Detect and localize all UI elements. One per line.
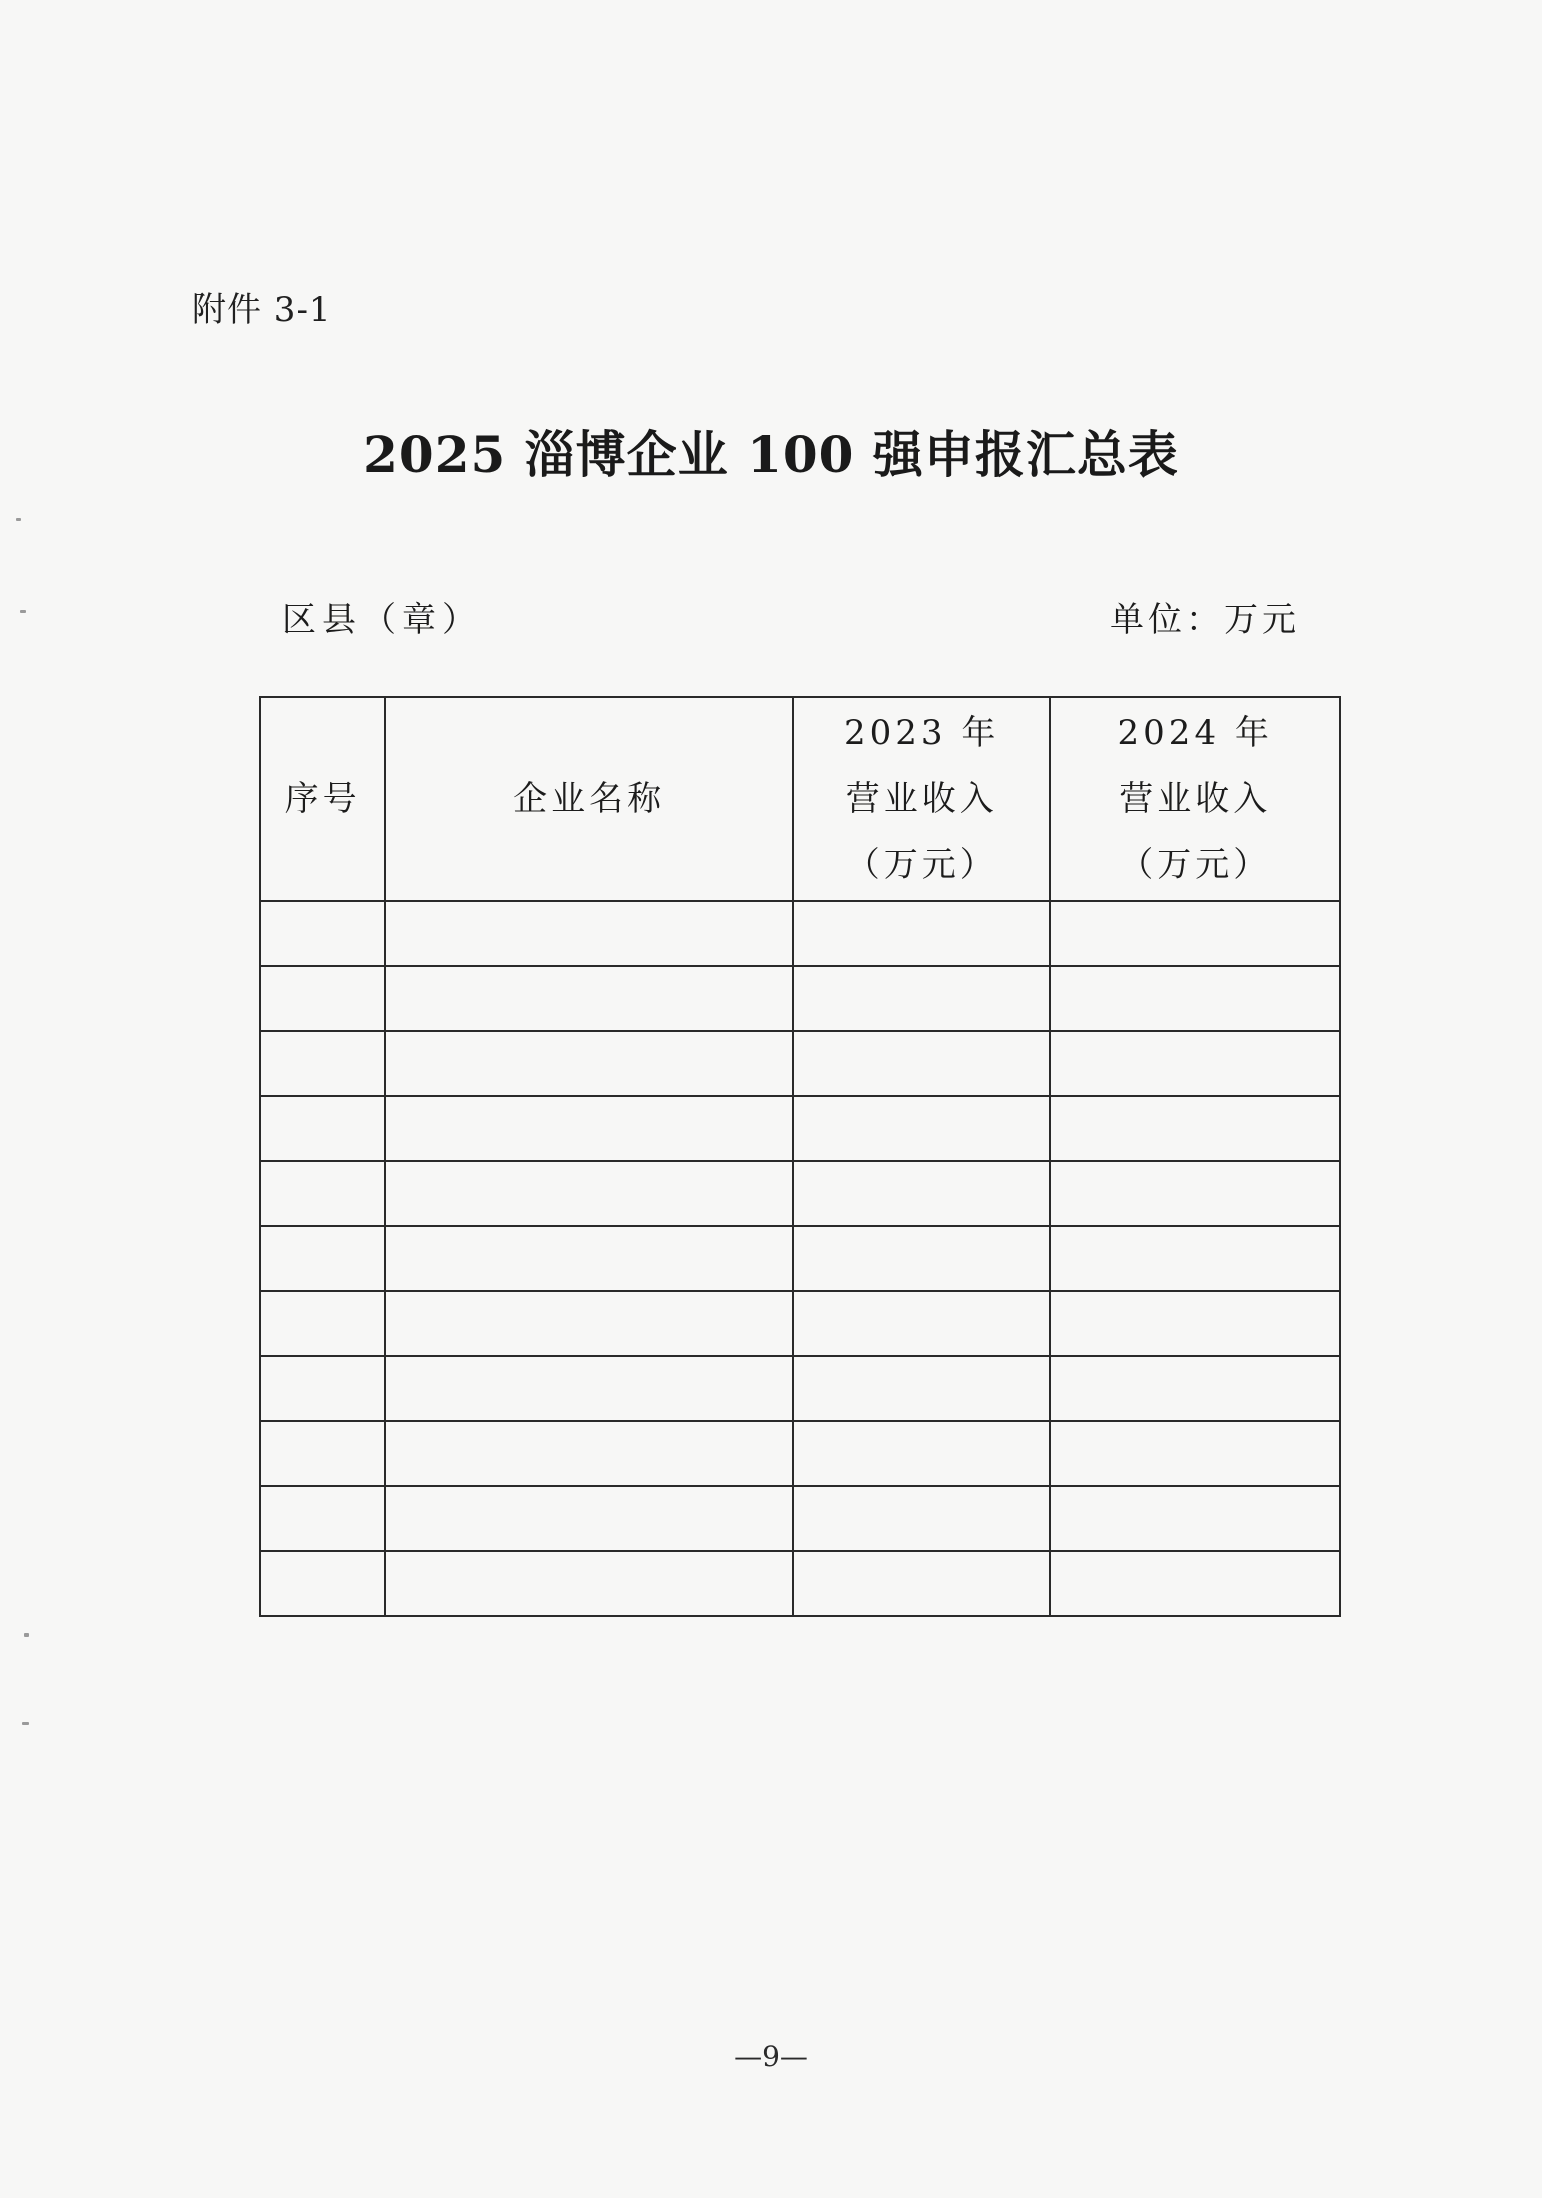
cell-revenue-2024[interactable] (1050, 1421, 1340, 1486)
cell-revenue-2023[interactable] (793, 1421, 1050, 1486)
cell-revenue-2023[interactable] (793, 1161, 1050, 1226)
cell-company-name[interactable] (385, 901, 793, 966)
cell-company-name[interactable] (385, 1551, 793, 1616)
cell-revenue-2023[interactable] (793, 1356, 1050, 1421)
header-revenue-2023-label: 营业收入 (845, 779, 998, 819)
table-row (260, 966, 1340, 1031)
cell-revenue-2023[interactable] (793, 1096, 1050, 1161)
cell-revenue-2024[interactable] (1050, 901, 1340, 966)
cell-index[interactable] (260, 1226, 385, 1291)
cell-revenue-2023[interactable] (793, 1031, 1050, 1096)
header-revenue-2024-unit: （万元） (1119, 845, 1272, 885)
page-title: 2025 淄博企业 100 强申报汇总表 (363, 425, 1179, 484)
cell-index[interactable] (260, 1096, 385, 1161)
summary-table (259, 696, 1341, 1617)
cell-revenue-2023[interactable] (793, 901, 1050, 966)
cell-revenue-2024[interactable] (1050, 966, 1340, 1031)
cell-revenue-2024[interactable] (1050, 1551, 1340, 1616)
header-revenue-2023 (793, 697, 1050, 901)
cell-company-name[interactable] (385, 1291, 793, 1356)
cell-revenue-2024[interactable] (1050, 1161, 1340, 1226)
table-row (260, 1291, 1340, 1356)
table-row (260, 1096, 1340, 1161)
cell-company-name[interactable] (385, 1226, 793, 1291)
cell-index[interactable] (260, 1551, 385, 1616)
table-row (260, 901, 1340, 966)
cell-revenue-2023[interactable] (793, 1551, 1050, 1616)
cell-revenue-2023[interactable] (793, 966, 1050, 1031)
cell-revenue-2023[interactable] (793, 1486, 1050, 1551)
cell-revenue-2024[interactable] (1050, 1096, 1340, 1161)
scan-speck (16, 518, 21, 521)
table-row (260, 1551, 1340, 1616)
cell-index[interactable] (260, 1291, 385, 1356)
header-revenue-2024 (1050, 697, 1340, 901)
cell-company-name[interactable] (385, 1486, 793, 1551)
table-header-row (260, 697, 1340, 901)
table-row (260, 1356, 1340, 1421)
page-number: —9— (734, 2040, 808, 2073)
cell-company-name[interactable] (385, 1421, 793, 1486)
cell-index[interactable] (260, 966, 385, 1031)
cell-index[interactable] (260, 1421, 385, 1486)
cell-company-name[interactable] (385, 1096, 793, 1161)
attachment-label: 附件 3-1 (192, 290, 332, 330)
header-index: 序号 (260, 697, 385, 901)
header-revenue-2024-label: 营业收入 (1119, 779, 1272, 819)
cell-revenue-2024[interactable] (1050, 1226, 1340, 1291)
cell-index[interactable] (260, 901, 385, 966)
cell-index[interactable] (260, 1486, 385, 1551)
cell-index[interactable] (260, 1161, 385, 1226)
table-row (260, 1161, 1340, 1226)
table-row (260, 1421, 1340, 1486)
cell-revenue-2024[interactable] (1050, 1486, 1340, 1551)
cell-revenue-2024[interactable] (1050, 1356, 1340, 1421)
table-body (260, 901, 1340, 1616)
header-revenue-2024-year: 2024 年 (1117, 713, 1273, 753)
table-row (260, 1486, 1340, 1551)
cell-revenue-2023[interactable] (793, 1226, 1050, 1291)
cell-revenue-2024[interactable] (1050, 1031, 1340, 1096)
table-row (260, 1031, 1340, 1096)
cell-company-name[interactable] (385, 1161, 793, 1226)
header-revenue-2023-year: 2023 年 (844, 713, 1000, 753)
scan-speck (22, 1722, 29, 1725)
cell-index[interactable] (260, 1356, 385, 1421)
cell-index[interactable] (260, 1031, 385, 1096)
cell-revenue-2024[interactable] (1050, 1291, 1340, 1356)
scan-speck (20, 610, 26, 613)
cell-company-name[interactable] (385, 966, 793, 1031)
cell-revenue-2023[interactable] (793, 1291, 1050, 1356)
header-revenue-2023-unit: （万元） (845, 845, 998, 885)
cell-company-name[interactable] (385, 1356, 793, 1421)
unit-label: 单位：万元 (1110, 600, 1300, 640)
table-row (260, 1226, 1340, 1291)
district-seal-label: 区县（章） (282, 600, 482, 640)
scan-speck (24, 1633, 29, 1637)
header-company-name: 企业名称 (385, 697, 793, 901)
cell-company-name[interactable] (385, 1031, 793, 1096)
